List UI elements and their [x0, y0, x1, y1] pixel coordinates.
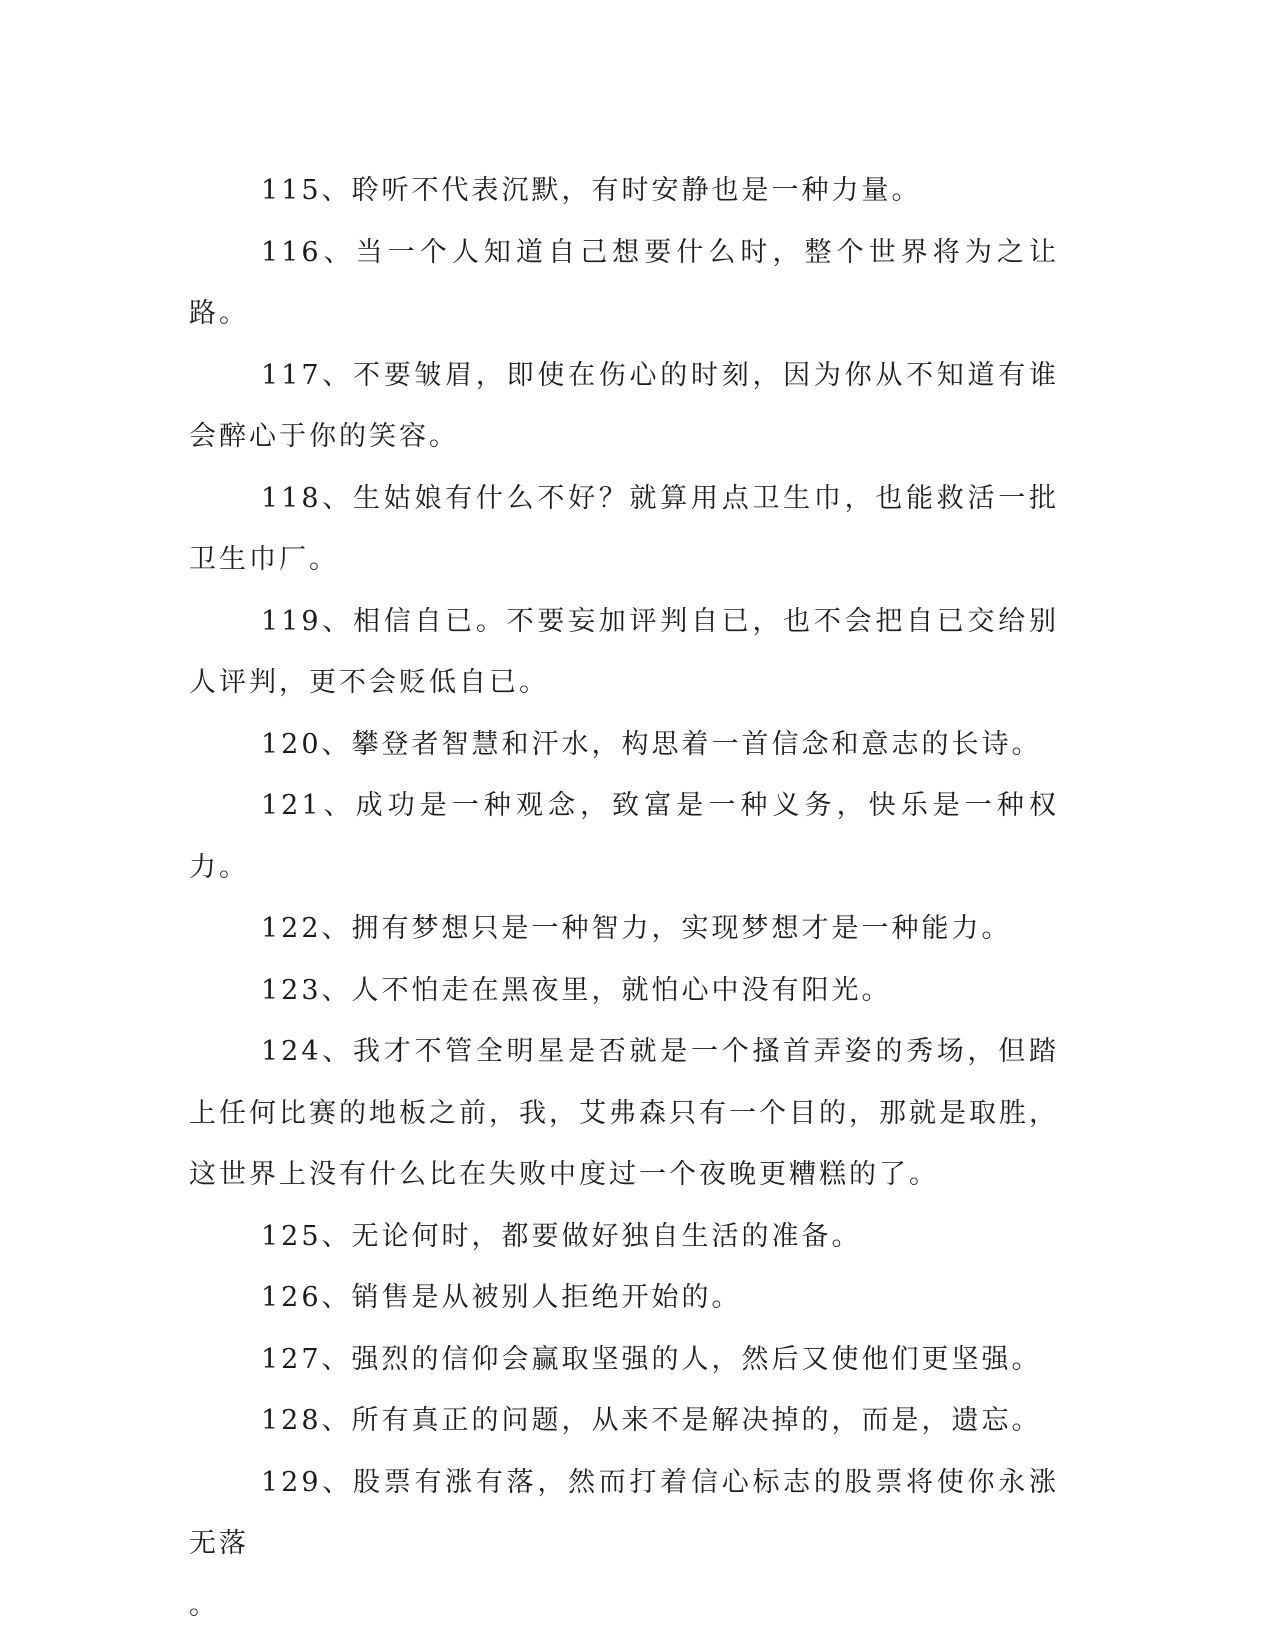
paragraph-124: 124、我才不管全明星是否就是一个搔首弄姿的秀场，但踏上任何比赛的地板之前，我，艾弗森只有一个目的，那就是取胜，这世界上没有什么比在失败中度过一个夜晚更糟糕的了。: [189, 1036, 1059, 1190]
paragraph-117: 117、不要皱眉，即使在伤心的时刻，因为你从不知道有谁会醉心于你的笑容。: [189, 359, 1059, 452]
paragraph-126: 126、销售是从被别人拒绝开始的。: [261, 1282, 742, 1313]
paragraph-128: 128、所有真正的问题，从来不是解决掉的，而是，遗忘。: [261, 1405, 1042, 1436]
paragraph-123: 123、人不怕走在黑夜里，就怕心中没有阳光。: [261, 974, 892, 1006]
paragraph-116: 116、当一个人知道自己想要什么时，整个世界将为之让路。: [189, 236, 1059, 329]
paragraph-115: 115、聆听不代表沉默，有时安静也是一种力量。: [261, 175, 922, 206]
paragraph-127: 127、强烈的信仰会赢取坚强的人，然后又使他们更坚强。: [261, 1343, 1042, 1375]
paragraph-129-continuation: 。: [189, 1589, 219, 1621]
document-body: [189, 160, 1059, 1636]
paragraph-121: 121、成功是一种观念，致富是一种义务，快乐是一种权力。: [189, 790, 1059, 883]
paragraph-125: 125、无论何时，都要做好独自生活的准备。: [261, 1220, 862, 1252]
paragraph-129: 129、股票有涨有落，然而打着信心标志的股票将使你永涨无落: [189, 1466, 1059, 1559]
paragraph-122: 122、拥有梦想只是一种智力，实现梦想才是一种能力。: [261, 913, 1012, 944]
paragraph-120: 120、攀登者智慧和汗水，构思着一首信念和意志的长诗。: [261, 728, 1042, 760]
paragraph-118: 118、生姑娘有什么不好？就算用点卫生巾，也能救活一批卫生巾厂。: [189, 482, 1059, 575]
paragraph-119: 119、相信自已。不要妄加评判自已，也不会把自已交给别人评判，更不会贬低自已。: [189, 605, 1059, 698]
